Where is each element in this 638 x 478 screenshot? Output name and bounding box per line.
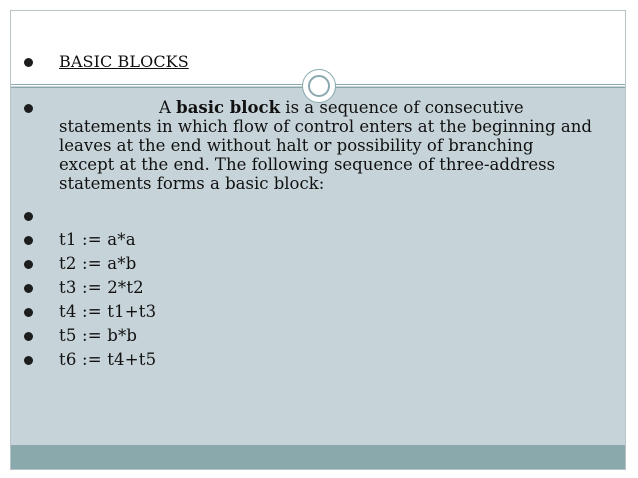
code-line-3 [24, 278, 144, 298]
code-line-1 [24, 230, 136, 250]
bullet-icon [24, 302, 59, 322]
empty-bullet-line [24, 206, 59, 226]
code-statement: t2 := a*b [59, 254, 137, 273]
definition-paragraph [24, 98, 599, 193]
definition-body: is a sequence of consecutive statements in which flow of control enters at the beginning and leaves at the end without halt or possibility of branching except at the end. The following sequence of three-address statements forms a basic block: [59, 98, 592, 193]
code-line-4 [24, 302, 156, 322]
bullet-icon [24, 230, 59, 250]
code-line-2 [24, 254, 136, 274]
bullet-icon [24, 326, 59, 346]
definition-text [59, 98, 593, 193]
code-statement: t1 := a*a [59, 230, 136, 249]
defined-term: basic block [176, 98, 281, 117]
code-statement: t4 := t1+t3 [59, 302, 157, 321]
title-line [24, 52, 189, 72]
bullet-icon [24, 98, 59, 117]
code-line-6 [24, 350, 156, 370]
bullet-icon [24, 254, 59, 274]
bullet-icon [24, 350, 59, 370]
code-line-5 [24, 326, 137, 346]
code-statement: t6 := t4+t5 [59, 350, 157, 369]
code-statement: t5 := b*b [59, 326, 138, 345]
code-statement: t3 := 2*t2 [59, 278, 144, 297]
bullet-icon [24, 52, 59, 72]
bullet-icon [24, 278, 59, 298]
definition-prefix: A [159, 98, 177, 117]
bullet-icon [24, 206, 59, 226]
slide-title: BASIC BLOCKS [59, 52, 189, 71]
